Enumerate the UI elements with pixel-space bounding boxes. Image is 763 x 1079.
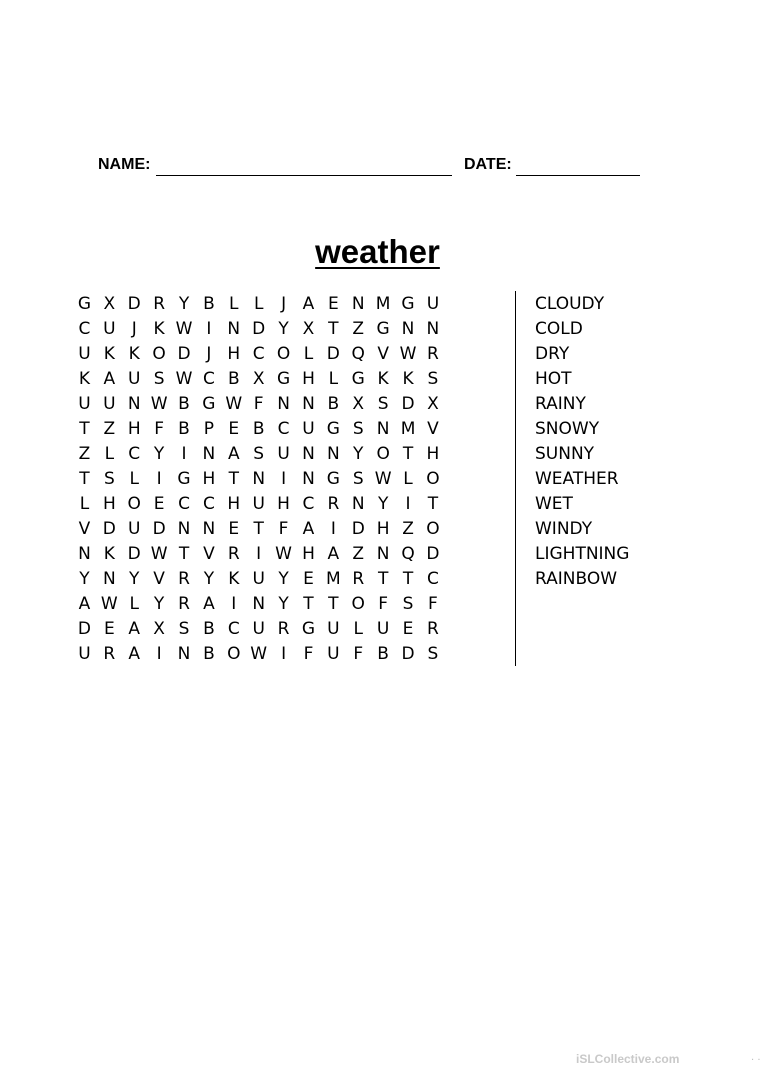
grid-letter: M xyxy=(400,419,416,439)
grid-letter: G xyxy=(77,294,92,314)
grid-letter: H xyxy=(102,494,116,514)
grid-letter: B xyxy=(203,294,215,314)
grid-letter: F xyxy=(253,394,264,414)
grid-letter: J xyxy=(131,319,137,339)
grid-letter: U xyxy=(426,294,440,314)
grid-letter: Z xyxy=(402,519,414,539)
grid-letter: N xyxy=(401,319,415,339)
grid-letter: S xyxy=(103,469,115,489)
grid-letter: D xyxy=(426,544,440,564)
grid-letter: T xyxy=(328,594,339,614)
grid-letter: G xyxy=(326,419,340,439)
grid-letter: I xyxy=(330,519,336,539)
grid-letter: T xyxy=(228,469,239,489)
grid-letter: L xyxy=(229,294,239,314)
grid-letter: S xyxy=(153,369,165,389)
grid-letter: Z xyxy=(103,419,116,439)
grid-letter: N xyxy=(127,394,141,414)
grid-letter: V xyxy=(377,344,389,364)
grid-letter: F xyxy=(378,594,389,614)
grid-letter: Y xyxy=(278,594,289,614)
grid-letter: Z xyxy=(352,319,365,339)
grid-letter: C xyxy=(128,444,141,464)
grid-letter: E xyxy=(327,294,339,314)
grid-letter: I xyxy=(206,319,212,339)
grid-letter: O xyxy=(351,594,365,614)
grid-letter: R xyxy=(178,594,190,614)
grid-letter: T xyxy=(402,569,414,589)
grid-letter: M xyxy=(375,294,391,314)
grid-letter: R xyxy=(103,644,116,664)
grid-letter: U xyxy=(277,444,290,464)
grid-letter: H xyxy=(376,519,390,539)
grid-letter: R xyxy=(227,544,240,564)
grid-letter: I xyxy=(181,444,187,464)
grid-letter: W xyxy=(275,544,292,564)
grid-letter: C xyxy=(178,494,190,514)
grid-letter: N xyxy=(426,319,440,339)
grid-letter: K xyxy=(402,369,414,389)
grid-letter: E xyxy=(228,419,240,439)
grid-letter: Y xyxy=(79,569,90,589)
grid-letter: C xyxy=(202,369,215,389)
grid-letter: N xyxy=(202,519,216,539)
grid-row xyxy=(72,442,445,467)
grid-letter: I xyxy=(256,544,262,564)
grid-letter: E xyxy=(402,619,414,639)
grid-letter: N xyxy=(302,444,315,464)
grid-letter: L xyxy=(403,469,413,489)
grid-letter: N xyxy=(277,394,290,414)
grid-letter: N xyxy=(302,394,315,414)
grid-letter: P xyxy=(203,419,215,439)
grid-letter: U xyxy=(252,619,265,639)
grid-letter: I xyxy=(231,594,237,614)
date-blank-line xyxy=(516,175,640,176)
grid-letter: A xyxy=(302,294,315,314)
grid-letter: U xyxy=(128,369,141,389)
grid-row xyxy=(72,392,445,417)
grid-letter: C xyxy=(426,569,439,589)
grid-letter: B xyxy=(203,644,215,664)
grid-letter: R xyxy=(327,494,340,514)
grid-letter: T xyxy=(79,419,90,439)
grid-letter: T xyxy=(303,594,314,614)
grid-letter: A xyxy=(302,519,315,539)
grid-letter: U xyxy=(302,419,315,439)
grid-letter: W xyxy=(374,469,392,489)
grid-letter: U xyxy=(103,319,116,339)
grid-letter: L xyxy=(104,444,115,464)
grid-letter: D xyxy=(177,344,191,364)
name-label: NAME: xyxy=(98,156,151,173)
grid-letter: W xyxy=(100,594,118,614)
grid-letter: G xyxy=(351,369,365,389)
grid-letter: G xyxy=(177,469,191,489)
grid-row xyxy=(72,417,445,442)
grid-letter: G xyxy=(401,294,415,314)
grid-letter: C xyxy=(302,494,315,514)
grid-letter: N xyxy=(78,544,91,564)
grid-letter: G xyxy=(276,369,291,389)
word-list-item: LIGHTNING xyxy=(535,544,630,564)
grid-row xyxy=(72,617,445,642)
grid-letter: U xyxy=(327,644,340,664)
grid-letter: T xyxy=(178,544,190,564)
grid-letter: L xyxy=(303,344,314,364)
grid-row xyxy=(72,317,445,342)
grid-letter: I xyxy=(156,469,162,489)
grid-letter: F xyxy=(278,519,289,539)
word-list-item: WET xyxy=(535,494,573,514)
grid-letter: E xyxy=(153,494,165,514)
grid-letter: J xyxy=(206,344,212,364)
grid-letter: L xyxy=(253,294,264,314)
grid-letter: N xyxy=(326,444,340,464)
grid-letter: U xyxy=(78,644,91,664)
grid-letter: N xyxy=(202,444,216,464)
word-list-item: WINDY xyxy=(535,519,593,539)
grid-letter: A xyxy=(203,594,215,614)
grid-letter: D xyxy=(102,519,116,539)
word-list-item: SNOWY xyxy=(535,419,600,439)
grid-row xyxy=(72,592,445,617)
grid-letter: Y xyxy=(278,319,289,339)
grid-letter: B xyxy=(327,394,340,414)
grid-letter: V xyxy=(153,569,165,589)
grid-letter: C xyxy=(78,319,91,339)
grid-letter: S xyxy=(402,594,414,614)
grid-letter: X xyxy=(302,319,315,339)
watermark: iSLCollective.com xyxy=(576,1052,680,1066)
grid-row xyxy=(72,342,445,367)
grid-letter: L xyxy=(129,594,139,614)
grid-letter: D xyxy=(401,644,415,664)
grid-row xyxy=(72,642,445,667)
grid-letter: U xyxy=(327,619,340,639)
letter-grid xyxy=(72,292,445,667)
grid-letter: E xyxy=(103,619,115,639)
worksheet-title: weather xyxy=(315,233,440,270)
grid-letter: W xyxy=(175,319,193,339)
grid-letter: L xyxy=(79,494,90,514)
grid-letter: X xyxy=(153,619,165,639)
grid-letter: S xyxy=(427,644,439,664)
grid-letter: U xyxy=(78,394,91,414)
grid-letter: D xyxy=(127,294,141,314)
grid-letter: R xyxy=(427,619,439,639)
word-list-item: RAINBOW xyxy=(535,569,618,589)
grid-letter: E xyxy=(228,519,240,539)
grid-letter: B xyxy=(203,619,215,639)
grid-letter: G xyxy=(376,319,390,339)
grid-letter: K xyxy=(103,344,115,364)
grid-letter: V xyxy=(78,519,91,539)
grid-letter: O xyxy=(426,519,440,539)
grid-letter: H xyxy=(127,419,141,439)
grid-letter: S xyxy=(253,444,265,464)
grid-letter: N xyxy=(102,569,116,589)
grid-letter: W xyxy=(225,394,243,414)
grid-letter: E xyxy=(303,569,314,589)
grid-letter: N xyxy=(177,644,191,664)
grid-letter: L xyxy=(353,619,363,639)
grid-letter: Z xyxy=(352,544,365,564)
grid-letter: K xyxy=(377,369,389,389)
grid-letter: Y xyxy=(153,594,165,614)
grid-letter: A xyxy=(128,644,141,664)
grid-letter: U xyxy=(376,619,390,639)
grid-letter: I xyxy=(281,469,287,489)
grid-letter: R xyxy=(427,344,439,364)
grid-letter: H xyxy=(227,494,241,514)
grid-letter: I xyxy=(156,644,162,664)
grid-letter: R xyxy=(153,294,166,314)
grid-letter: C xyxy=(252,344,265,364)
word-list-item: RAINY xyxy=(535,394,586,414)
grid-letter: U xyxy=(128,519,141,539)
grid-letter: B xyxy=(377,644,389,664)
grid-letter: O xyxy=(152,344,166,364)
grid-row xyxy=(72,567,445,592)
grid-letter: F xyxy=(154,419,164,439)
grid-letter: X xyxy=(427,394,439,414)
grid-letter: U xyxy=(252,494,265,514)
grid-letter: N xyxy=(252,469,266,489)
grid-letter: X xyxy=(352,394,365,414)
grid-letter: T xyxy=(402,444,414,464)
footer-dots: . . xyxy=(751,1052,761,1063)
grid-letter: A xyxy=(327,544,340,564)
grid-letter: O xyxy=(426,469,440,489)
grid-letter: W xyxy=(250,644,268,664)
grid-letter: X xyxy=(252,369,265,389)
grid-row xyxy=(72,542,445,567)
grid-letter: K xyxy=(228,569,240,589)
word-list-item: WEATHER xyxy=(535,469,619,489)
grid-letter: F xyxy=(353,644,364,664)
grid-letter: Y xyxy=(377,494,389,514)
grid-letter: Y xyxy=(353,444,364,464)
grid-letter: O xyxy=(376,444,390,464)
grid-letter: R xyxy=(352,569,365,589)
grid-letter: A xyxy=(227,444,240,464)
grid-letter: Y xyxy=(153,444,165,464)
grid-letter: O xyxy=(127,494,141,514)
grid-letter: V xyxy=(427,419,439,439)
grid-letter: S xyxy=(178,619,190,639)
grid-letter: L xyxy=(129,469,139,489)
grid-letter: N xyxy=(227,319,241,339)
grid-letter: O xyxy=(276,344,291,364)
grid-letter: H xyxy=(302,369,315,389)
word-list-item: SUNNY xyxy=(535,444,595,464)
grid-row xyxy=(72,492,445,517)
grid-letter: S xyxy=(377,394,389,414)
grid-letter: C xyxy=(277,419,290,439)
grid-letter: G xyxy=(202,394,216,414)
grid-letter: G xyxy=(301,619,316,639)
grid-letter: K xyxy=(103,544,115,564)
grid-letter: D xyxy=(127,544,141,564)
grid-row xyxy=(72,517,445,542)
grid-letter: N xyxy=(351,494,365,514)
grid-letter: C xyxy=(202,494,215,514)
grid-letter: I xyxy=(281,644,287,664)
grid-letter: K xyxy=(153,319,165,339)
grid-letter: T xyxy=(377,569,389,589)
grid-letter: S xyxy=(352,419,364,439)
grid-letter: O xyxy=(227,644,241,664)
grid-row xyxy=(72,292,445,317)
grid-letter: D xyxy=(77,619,91,639)
grid-letter: Y xyxy=(129,569,140,589)
grid-letter: N xyxy=(351,294,365,314)
grid-letter: H xyxy=(426,444,440,464)
grid-letter: N xyxy=(177,519,191,539)
grid-letter: C xyxy=(227,619,240,639)
grid-letter: Z xyxy=(78,444,91,464)
grid-letter: T xyxy=(427,494,439,514)
grid-letter: N xyxy=(376,419,390,439)
grid-letter: D xyxy=(351,519,365,539)
grid-letter: B xyxy=(178,419,190,439)
grid-letter: S xyxy=(427,369,439,389)
grid-letter: Y xyxy=(203,569,215,589)
grid-letter: G xyxy=(326,469,340,489)
grid-letter: D xyxy=(401,394,415,414)
grid-letter: U xyxy=(252,569,265,589)
word-list xyxy=(535,292,629,592)
word-list-item: COLD xyxy=(535,319,583,339)
grid-letter: H xyxy=(202,469,216,489)
grid-letter: U xyxy=(103,394,116,414)
word-list-item: HOT xyxy=(535,369,572,389)
grid-letter: J xyxy=(281,294,287,314)
grid-letter: T xyxy=(79,469,90,489)
grid-letter: D xyxy=(152,519,166,539)
grid-letter: H xyxy=(302,544,315,564)
grid-letter: B xyxy=(178,394,190,414)
grid-row xyxy=(72,367,445,392)
grid-letter: T xyxy=(328,319,339,339)
grid-letter: Y xyxy=(178,294,190,314)
word-list-item: DRY xyxy=(535,344,570,364)
grid-letter: F xyxy=(303,644,314,664)
grid-letter: B xyxy=(227,369,240,389)
grid-letter: U xyxy=(78,344,91,364)
grid-letter: F xyxy=(428,594,438,614)
grid-letter: N xyxy=(376,544,390,564)
grid-letter: W xyxy=(175,369,193,389)
column-divider xyxy=(515,291,516,666)
grid-letter: I xyxy=(405,494,411,514)
date-label: DATE: xyxy=(464,156,512,173)
grid-letter: M xyxy=(326,569,341,589)
grid-letter: S xyxy=(352,469,364,489)
grid-letter: H xyxy=(277,494,290,514)
grid-letter: R xyxy=(178,569,190,589)
grid-letter: R xyxy=(277,619,290,639)
grid-letter: A xyxy=(78,594,91,614)
grid-letter: N xyxy=(302,469,315,489)
grid-letter: Q xyxy=(351,344,365,364)
grid-row xyxy=(72,467,445,492)
grid-letter: B xyxy=(252,419,265,439)
word-list-item: CLOUDY xyxy=(535,294,605,314)
grid-letter: T xyxy=(253,519,264,539)
grid-letter: N xyxy=(252,594,266,614)
grid-letter: D xyxy=(252,319,266,339)
grid-letter: H xyxy=(227,344,241,364)
grid-letter: Q xyxy=(401,544,415,564)
grid-letter: W xyxy=(399,344,417,364)
name-blank-line xyxy=(156,175,452,176)
grid-letter: V xyxy=(203,544,215,564)
grid-letter: A xyxy=(128,619,141,639)
grid-letter: K xyxy=(78,369,91,389)
grid-letter: Y xyxy=(278,569,289,589)
grid-letter: L xyxy=(328,369,339,389)
grid-letter: K xyxy=(128,344,140,364)
grid-letter: W xyxy=(150,394,168,414)
grid-letter: W xyxy=(150,544,168,564)
grid-letter: X xyxy=(103,294,116,314)
grid-letter: A xyxy=(103,369,116,389)
grid-letter: D xyxy=(326,344,340,364)
